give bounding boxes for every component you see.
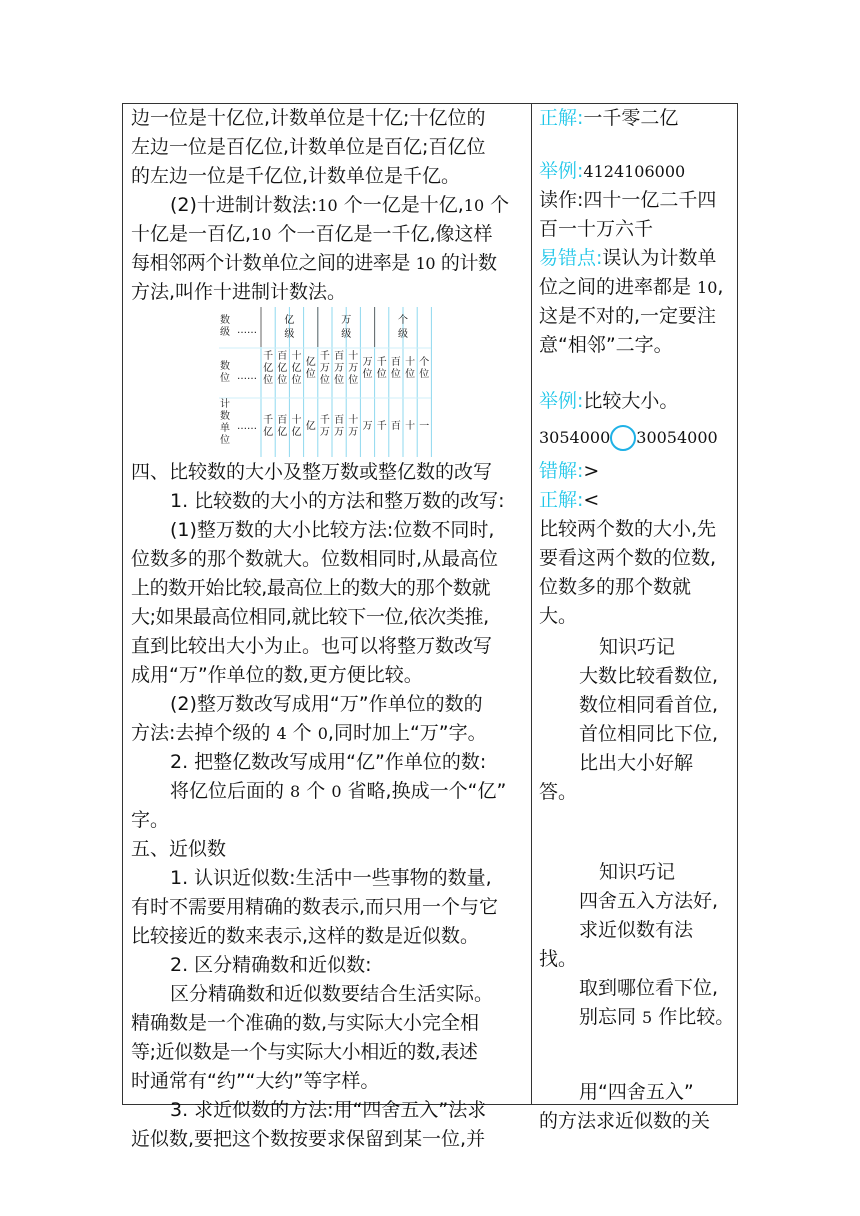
unit-label: 千 [376,421,387,432]
unit-label: 亿 [305,421,316,432]
unit-label: 万 [334,427,345,438]
text-line: 左边一位是百亿位,计数单位是百亿;百亿位 [131,136,486,158]
note-line: 正解:一千零二亿 [539,107,679,129]
place-label: 位 [390,369,401,380]
place-value-chart [219,307,439,457]
level-label: 级 [341,329,352,340]
unit-label: 万 [362,421,373,432]
main-column [131,104,525,1154]
row-header-unit: 计 [220,399,230,410]
text-line: 直到比较出大小为止。也可以将整万数改写 [131,635,493,657]
text-line: 位数多的那个数就大。位数相同时,从最高位 [131,548,499,570]
place-label: 位 [319,375,330,386]
note-line: 比出大小好解 [579,752,694,774]
text-line: 2. 区分精确数和近似数: [170,954,372,976]
place-label: 十 [291,351,302,362]
place-label: 亿 [263,363,274,374]
row-header-place: 位 [220,373,230,384]
note-label: 举例: [539,390,584,412]
row-header-unit: 单 [220,423,230,434]
level-label: 级 [284,329,295,340]
text-line: 方法,叫作十进制计数法。 [131,281,347,303]
text-line: 上的数开始比较,最高位上的数大的那个数就 [131,577,491,599]
note-line: 用“四舍五入” [579,1081,694,1103]
row-header-unit: 数 [220,411,230,422]
text-line: 精确数是一个准确的数,与实际大小完全相 [131,1012,480,1034]
note-label: 正解: [539,489,584,511]
text-line: 每相邻两个计数单位之间的进率是 10 的计数 [131,252,497,274]
note-line: 举例:比较大小。 [539,390,679,412]
note-line: 比较两个数的大小,先 [539,518,717,540]
text-line: 十亿是一百亿,10 个一百亿是一千亿,像这样 [131,223,493,245]
note-line: 要看这两个数的位数, [539,547,717,569]
section-heading: 四、比较数的大小及整万数或整亿数的改写 [131,461,493,483]
note-line: 别忘同 5 作比较。 [579,1006,735,1028]
note-line: 的方法求近似数的关 [539,1110,711,1132]
note-line: 大。 [539,605,578,627]
row-header-place-dots: …… [237,371,257,382]
unit-label: 亿 [277,427,288,438]
unit-label: 百 [390,421,401,432]
text-line: (1)整万数的大小比较方法:位数不同时, [170,519,495,541]
text-line: 2. 把整亿数改写成用“亿”作单位的数: [170,751,487,773]
unit-label: 万 [319,427,330,438]
row-header-place: 数 [220,361,230,372]
note-line: 百一十万六千 [539,218,654,240]
side-notes-column [539,104,734,1136]
row-header-unit-dots: …… [237,421,257,432]
note-line: 找。 [539,948,578,970]
place-label: 亿 [277,363,288,374]
text-line: 3. 求近似数的方法:用“四舍五入”法求 [170,1099,487,1121]
note-line: 答。 [539,781,578,803]
text-line: 成用“万”作单位的数,更方便比较。 [131,664,423,686]
note-line: 这是不对的,一定要注 [539,305,717,327]
unit-label: 百 [334,415,345,426]
section-heading: 五、近似数 [131,838,227,860]
row-header-level-dots: …… [237,325,257,336]
compare-line: 3054000 30054000 [539,420,734,455]
place-label: 位 [405,369,416,380]
place-label: 千 [376,357,387,368]
place-value-grid [219,307,439,457]
note-label: 正解: [539,107,584,129]
text-line: 将亿位后面的 8 个 0 省略,换成一个“亿” [170,780,507,802]
note-line: 错解:> [539,460,600,482]
unit-label: 百 [277,415,288,426]
text-line: 边一位是十亿位,计数单位是十亿;十亿位的 [131,107,486,129]
column-divider [531,103,532,1105]
place-label: 千 [263,351,274,362]
place-label: 万 [362,357,373,368]
note-line: 读作:四十一亿二千四 [539,189,717,211]
text-line: 时通常有“约”“大约”等字样。 [131,1070,380,1092]
place-label: 十 [405,357,416,368]
text-line: 字。 [131,809,170,831]
text-line: 的左边一位是千亿位,计数单位是千亿。 [131,165,461,187]
place-label: 十 [348,351,359,362]
note-line: 数位相同看首位, [579,694,719,716]
unit-label: 十 [291,415,302,426]
unit-label: 十 [348,415,359,426]
note-label: 易错点: [539,247,603,269]
level-label: 亿 [284,315,295,326]
note-line: 求近似数有法 [579,919,694,941]
unit-label: 一 [419,421,430,432]
note-label: 举例: [539,160,584,182]
place-label: 位 [348,375,359,386]
tip-title: 知识巧记 [599,636,676,658]
level-label: 级 [398,329,408,340]
row-header-level: 数 [220,315,230,326]
text-line: 区分精确数和近似数要结合生活实际。 [170,983,494,1005]
place-label: 位 [376,369,387,380]
place-label: 位 [263,375,274,386]
place-label: 亿 [305,357,316,368]
text-line: 方法:去掉个级的 4 个 0,同时加上“万”字。 [131,722,487,744]
level-label: 个 [398,315,408,326]
note-line: 大数比较看数位, [579,665,719,687]
place-label: 百 [277,351,288,362]
place-label: 个 [419,357,430,368]
note-line: 位之间的进率都是 10, [539,276,724,298]
unit-label: 千 [263,415,274,426]
row-header-unit: 位 [220,435,230,446]
note-label: 错解: [539,460,584,482]
text-line: 大;如果最高位相同,就比较下一位,依次类推, [131,606,489,628]
unit-label: 十 [405,421,416,432]
place-label: 亿 [291,363,302,374]
text-line: 近似数,要把这个数按要求保留到某一位,并 [131,1128,486,1150]
text-line: 有时不需要用精确的数表示,而只用一个与它 [131,896,499,918]
place-label: 万 [334,363,345,374]
note-line: 位数多的那个数就 [539,576,692,598]
unit-label: 千 [319,415,330,426]
note-line: 举例:4124106000 [539,160,686,182]
place-label: 位 [291,375,302,386]
place-label: 万 [348,363,359,374]
place-label: 万 [319,363,330,374]
note-line: 取到哪位看下位, [579,977,719,999]
place-label: 位 [277,375,288,386]
place-label: 位 [334,375,345,386]
blank-circle [610,425,636,451]
text-line: 等;近似数是一个与实际大小相近的数,表述 [131,1041,478,1063]
place-label: 位 [305,369,316,380]
note-line: 正解:< [539,489,600,511]
unit-label: 亿 [263,427,274,438]
place-label: 位 [362,369,373,380]
row-header-level: 级 [220,327,230,338]
place-label: 百 [390,357,401,368]
tip-title: 知识巧记 [599,861,676,883]
text-line: 1. 比较数的大小的方法和整万数的改写: [170,490,505,512]
note-line: 易错点:误认为计数单 [539,247,717,269]
place-label: 位 [419,369,430,380]
note-line: 意“相邻”二字。 [539,334,673,356]
text-line: (2)十进制计数法:10 个一亿是十亿,10 个 [170,194,510,216]
unit-label: 亿 [291,427,302,438]
place-label: 千 [319,351,330,362]
level-label: 万 [341,315,352,326]
text-line: 1. 认识近似数:生活中一些事物的数量, [170,867,492,889]
text-line: 比较接近的数来表示,这样的数是近似数。 [131,925,480,947]
note-line: 首位相同比下位, [579,723,719,745]
unit-label: 万 [348,427,359,438]
place-label: 百 [334,351,345,362]
text-line: (2)整万数改写成用“万”作单位的数的 [170,693,483,715]
note-line: 四舍五入方法好, [579,890,719,912]
